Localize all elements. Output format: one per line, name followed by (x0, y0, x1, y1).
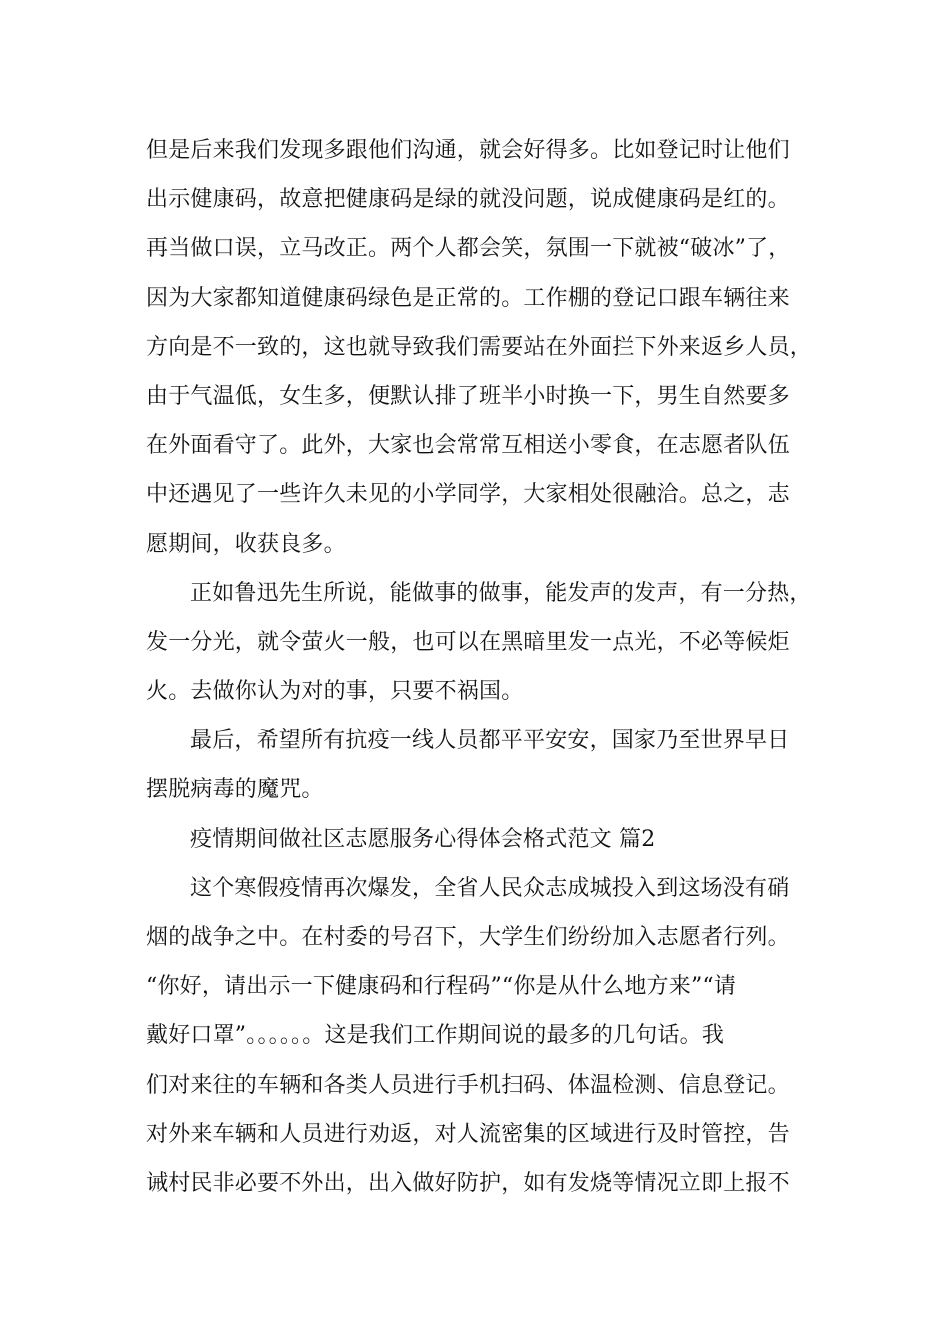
text-line: 最后，希望所有抗疫一线人员都平平安安，国家乃至世界早日 (190, 728, 790, 754)
text-line: 对外来车辆和人员进行劝返，对人流密集的区域进行及时管控，告 (146, 1121, 790, 1147)
text-line: 但是后来我们发现多跟他们沟通，就会好得多。比如登记时让他们 (146, 138, 790, 163)
text-line: 正如鲁迅先生所说，能做事的做事，能发声的发声，有一分热， (190, 580, 812, 606)
section-heading (146, 815, 808, 864)
text-line: 出示健康码，故意把健康码是绿的就没问题，说成健康码是红的。 (146, 187, 790, 213)
text-line: 这个寒假疫情再次爆发，全省人民众志成城投入到这场没有硝 (190, 875, 790, 901)
text-line: 再当做口误，立马改正。两个人都会笑，氛围一下就被“破冰”了， (146, 236, 791, 262)
text-line: 戴好口罩”。。。。。。这是我们工作期间说的最多的几句话。我 (146, 1023, 725, 1049)
text-line: 火。去做你认为对的事，只要不祸国。 (146, 679, 524, 705)
document-page (146, 126, 813, 1208)
text-line: 方向是不一致的，这也就导致我们需要站在外面拦下外来返乡人员， (146, 334, 813, 360)
text-line: 发一分光，就令萤火一般，也可以在黑暗里发一点光，不必等候炬 (146, 629, 790, 655)
paragraph-winter-break (146, 864, 808, 1208)
text-line: 诫村民非必要不外出，出入做好防护，如有发烧等情况立即上报不 (146, 1170, 790, 1196)
text-line: 摆脱病毒的魔咒。 (146, 777, 324, 803)
text-line: 烟的战争之中。在村委的号召下，大学生们纷纷加入志愿者行列。 (146, 925, 790, 950)
text-line: 因为大家都知道健康码绿色是正常的。工作棚的登记口跟车辆往来 (146, 285, 790, 311)
text-line: 在外面看守了。此外，大家也会常常互相送小零食，在志愿者队伍 (146, 433, 790, 459)
text-line: 们对来往的车辆和各类人员进行手机扫码、体温检测、信息登记。 (146, 1072, 790, 1098)
paragraph-volunteer-experience (146, 126, 813, 569)
text-line: “你好，请出示一下健康码和行程码”“你是从什么地方来”“请 (146, 974, 737, 1000)
text-line: 愿期间，收获良多。 (146, 531, 346, 557)
text-line: 由于气温低，女生多，便默认排了班半小时换一下，男生自然要多 (146, 383, 790, 409)
paragraph-lu-xun-quote (146, 569, 812, 717)
section-title: 疫情期间做社区志愿服务心得体会格式范文 篇2 (190, 826, 656, 852)
paragraph-closing-wish (146, 716, 808, 814)
text-line: 中还遇见了一些许久未见的小学同学，大家相处很融洽。总之，志 (146, 482, 790, 508)
